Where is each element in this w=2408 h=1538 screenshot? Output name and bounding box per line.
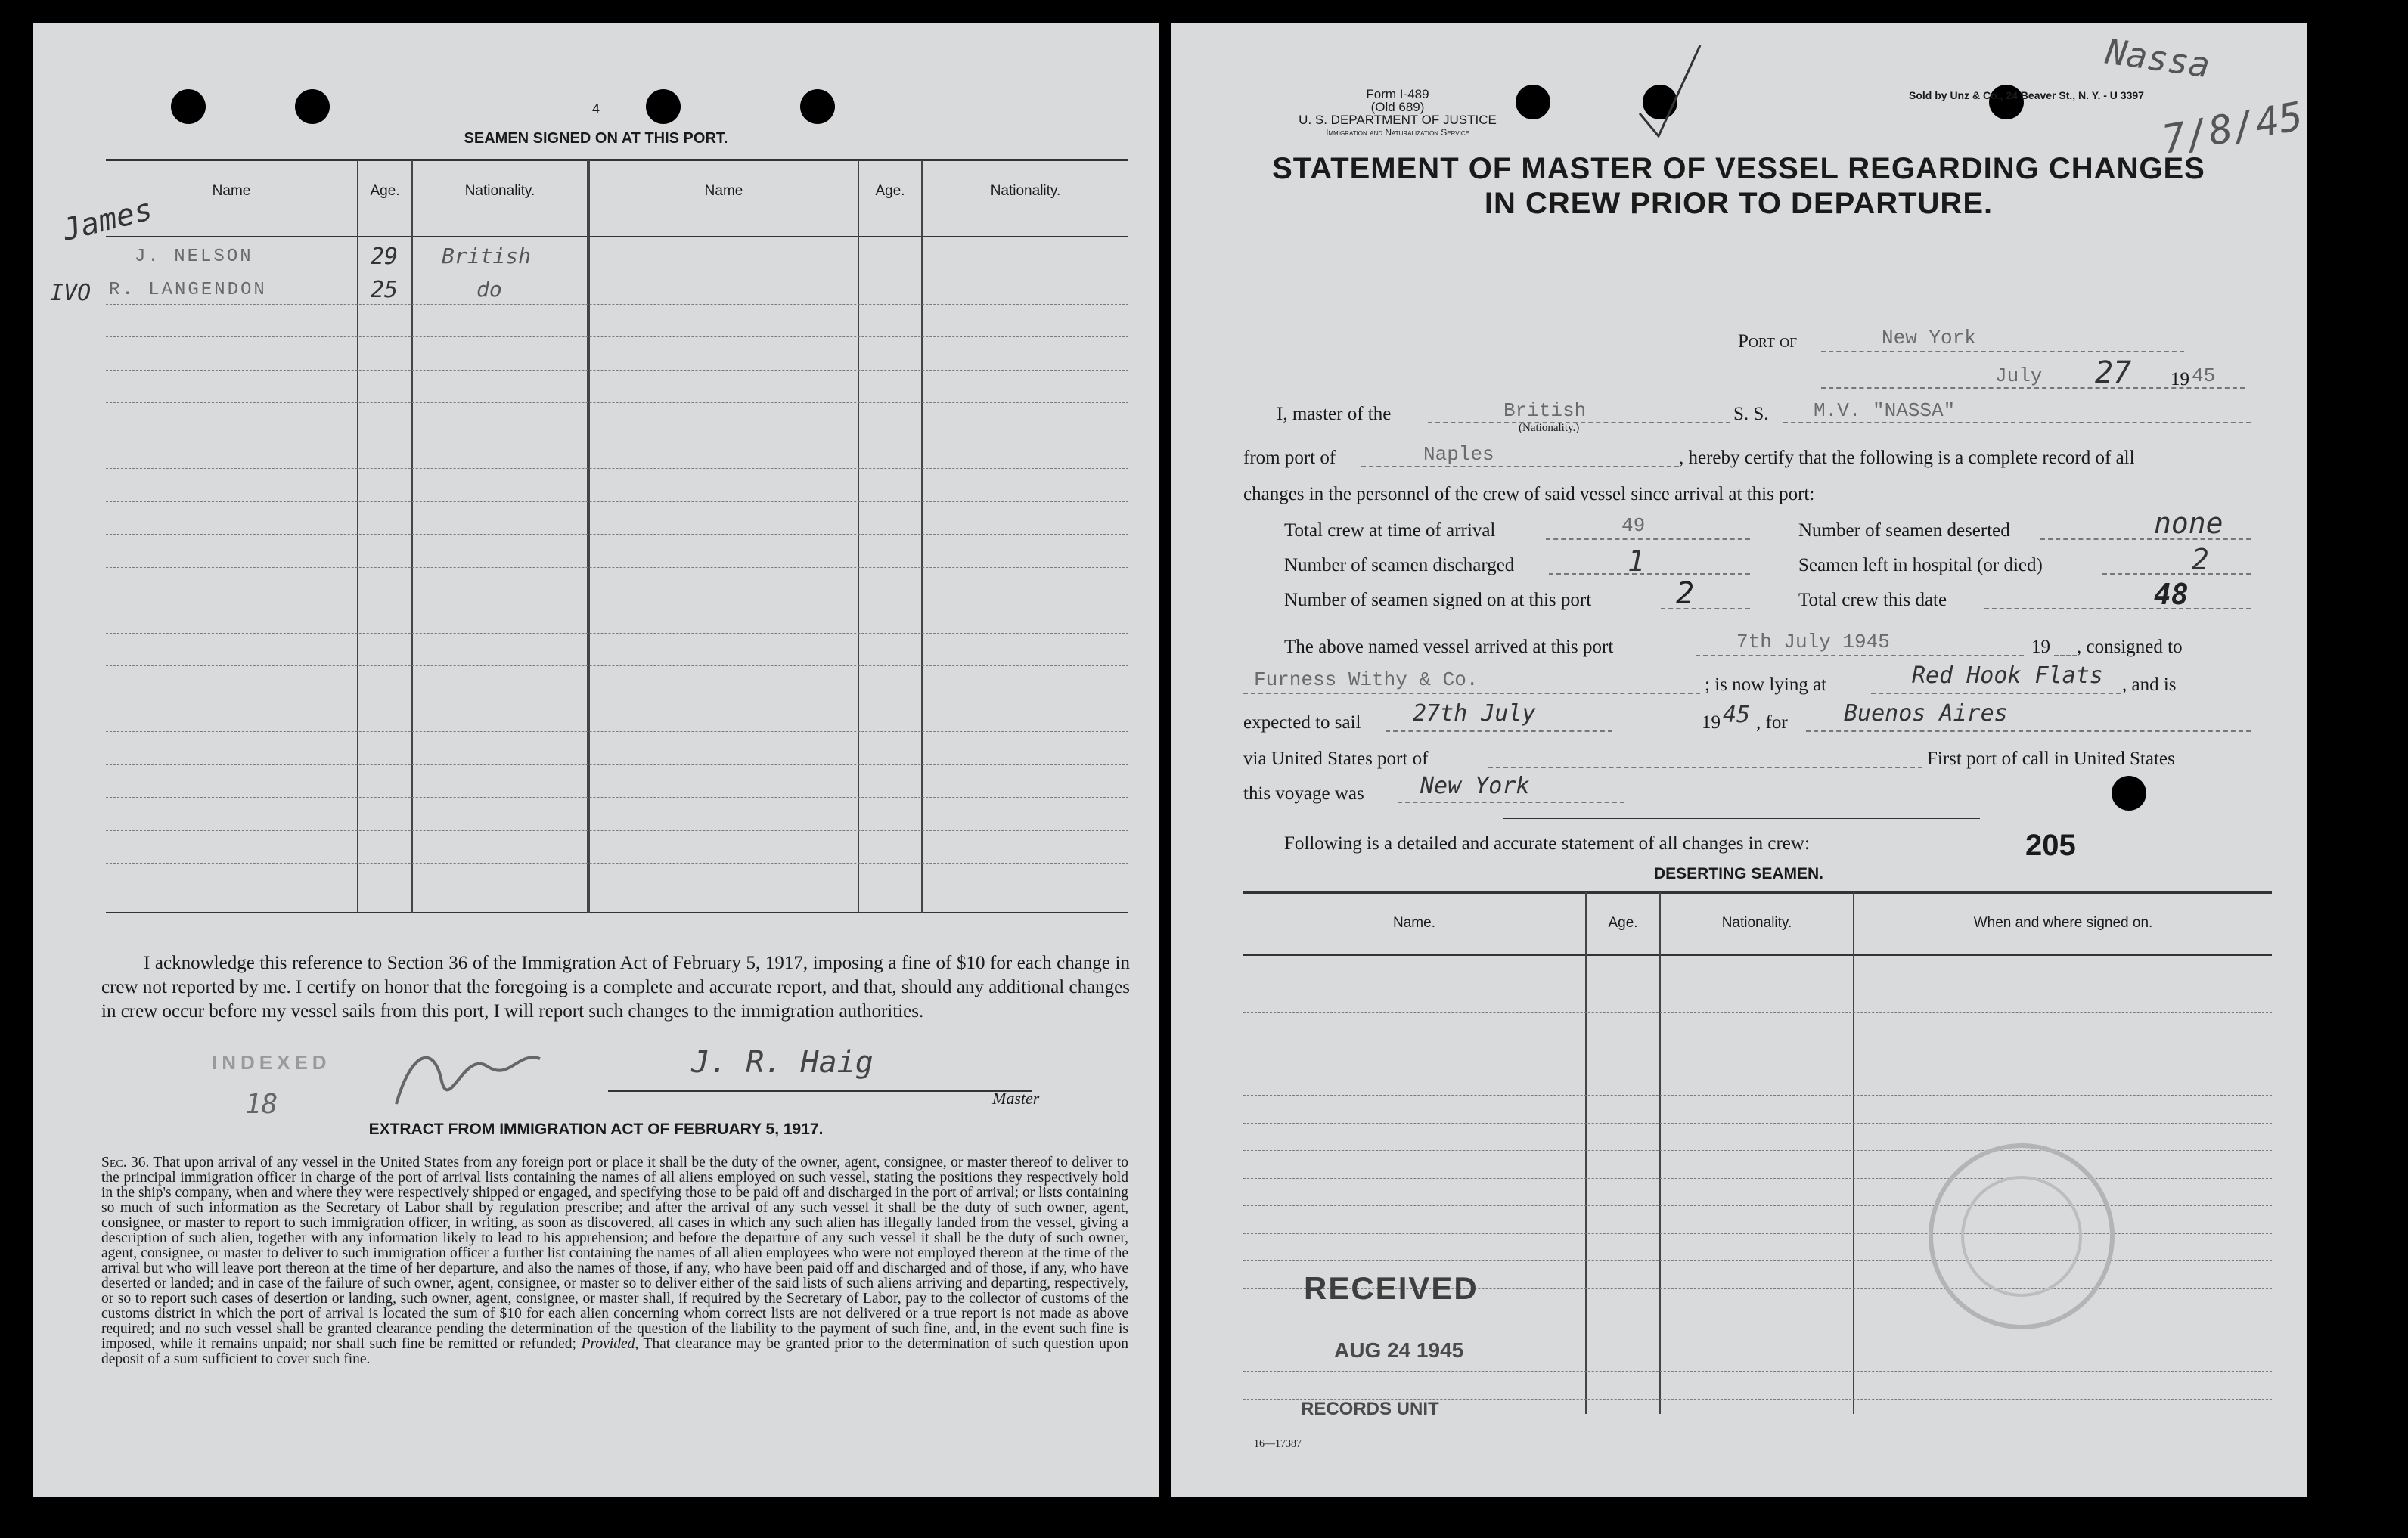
expected-year: 45 xyxy=(1723,702,1751,728)
form-header xyxy=(1277,88,1519,139)
date-year-prefix: 19 xyxy=(2171,369,2189,389)
date-day: 27 xyxy=(2095,355,2132,390)
records-unit-stamp: RECORDS UNIT xyxy=(1301,1399,1439,1419)
consigned-label: , consigned to xyxy=(2077,637,2183,657)
table-bottom-rule xyxy=(106,912,1128,913)
ruled-line xyxy=(106,402,1128,403)
col-header-name: Name. xyxy=(1393,915,1435,931)
col-divider xyxy=(357,160,358,913)
lying-line xyxy=(1871,693,2121,694)
deserting-header-rule xyxy=(1243,954,2272,956)
signed-on-value: 2 xyxy=(1676,576,1695,611)
left-page xyxy=(33,23,1159,1497)
ruled-line xyxy=(106,731,1128,732)
form-old-number: (Old 689) xyxy=(1370,100,1425,114)
arrived-year-prefix: 19 xyxy=(2031,637,2050,657)
col-divider xyxy=(411,160,413,913)
ruled-line xyxy=(106,863,1128,864)
destination-line xyxy=(1806,730,2251,732)
section-body: That upon arrival of any vessel in the United States from any foreign port or place it shall be the duty of the owner, agent, consignee, or master thereof to deliver to the principal immigration officer in charge of the port of arrival lists containing the names of all aliens employed on such vessel, stating the positions they respectively hold in the ship's company, when and where they were respectively shipped or engaged, and specifying those to be paid off and discharged in the port of arrival; or lists containing so much of such information as the Secretary of Labor shall by regulation prescribe; and after the arrival of any such vessel it shall be the duty of such owner, agent, consignee, or master to report to such immigration officer, in writing, as soon as discovered, all cases in which any such alien has illegally landed from the vessel, giving a description of such alien, together with any information likely to lead to his apprehension; and before the departure of any such vessel it shall be the duty of such owner, agent, consignee, or master to deliver to such immigration officer a further list containing the names of all alien employees who were not employed thereon at the time of the arrival but who will leave port thereon at the time of her departure, and also the names of those, if any, who have been paid off and discharged and of those, if any, who have deserted or landed; and in case of the failure of such owner, agent, consignee, or master so to deliver either of the said lists of such aliens arriving and departing, respectively, or so to report such cases of desertion or landing, such owner, agent, consignee, or master shall, if required by the Secretary of Labor, pay to the collector of customs of the customs district in which the port of arrival is located the sum of $10 for each alien concerning whom correct lists are not delivered or a true report is not made as above required; and no such vessel shall be granted clearance pending the determination of the question of the liability to the payment of such fine, and, in the event such fine is imposed, while it remains unpaid; nor shall such fine be remitted or refunded; xyxy=(101,1155,1128,1352)
voyage-label: this voyage was xyxy=(1243,783,1364,804)
master-of-label: I, master of the xyxy=(1277,404,1392,424)
hospital-value: 2 xyxy=(2192,543,2209,576)
via-label: via United States port of xyxy=(1243,749,1429,769)
table-row-prefix: IVO xyxy=(50,280,92,306)
from-port-line xyxy=(1361,466,1679,467)
received-stamp: RECEIVED xyxy=(1304,1270,1479,1306)
ruled-line xyxy=(106,468,1128,469)
table-row-nationality: do xyxy=(476,277,502,302)
left-title: SEAMEN SIGNED ON AT THIS PORT. xyxy=(464,130,728,147)
first-port-label: First port of call in United States xyxy=(1927,749,2175,769)
consignee-line xyxy=(1243,693,1700,694)
ruled-line xyxy=(106,501,1128,502)
table-row-age: 25 xyxy=(371,277,399,303)
from-port-label: from port of xyxy=(1243,448,1336,468)
expected-line xyxy=(1386,730,1612,732)
table-header-rule xyxy=(106,236,1128,237)
expected-value: 27th July xyxy=(1413,700,1536,727)
destination-value: Buenos Aires xyxy=(1844,700,2008,727)
col-header-age: Age. xyxy=(370,183,400,199)
total-date-line xyxy=(1984,608,2251,609)
ruled-line xyxy=(1243,1371,2272,1372)
separator-rule xyxy=(1503,818,1980,819)
discharged-line xyxy=(1549,573,1750,575)
col-header-nationality: Nationality. xyxy=(464,183,535,199)
hospital-line xyxy=(2102,573,2251,575)
deserted-value: none xyxy=(2154,507,2223,540)
table-row-prefix: James xyxy=(59,192,157,248)
page-code: 205 xyxy=(2025,829,2076,862)
col-divider xyxy=(587,160,590,913)
lying-value: Red Hook Flats xyxy=(1912,662,2103,689)
and-is-label: , and is xyxy=(2122,674,2177,695)
section-36-text xyxy=(101,1155,1128,1367)
indexed-stamp: INDEXED xyxy=(212,1051,331,1074)
acknowledgement-text: I acknowledge this reference to Section 36 of the Immigration Act of February 5, 1917, imposing a fine of $10 for each change in crew not reported by me. I certify on honor that the foregoing is a complete and accurate report, and that, should any additional changes in crew occur before my vessel sails from this port, I will report such changes to the immigration authorities. xyxy=(101,953,1130,1022)
table-row-name: R. LANGENDON xyxy=(109,280,267,300)
deserting-top-rule xyxy=(1243,891,2272,894)
table-row-age: 29 xyxy=(371,243,399,270)
ruled-line xyxy=(1243,1012,2272,1013)
form-title-line1: STATEMENT OF MASTER OF VESSEL REGARDING CHANGES xyxy=(1272,152,2205,185)
proviso-text: That clearance may be granted prior to the determination of such question upon deposit of a sum sufficient to cover such fine. xyxy=(101,1336,1128,1367)
ruled-line xyxy=(106,304,1128,305)
col-divider xyxy=(1853,892,1854,1414)
deserting-title: DESERTING SEAMEN. xyxy=(1653,865,1824,882)
ruled-line xyxy=(106,797,1128,798)
right-page xyxy=(1171,23,2307,1497)
changes-text: changes in the personnel of the crew of said vessel since arrival at this port: xyxy=(1243,484,1815,504)
footer-code: 16—17387 xyxy=(1254,1438,1302,1450)
nationality-caption: (Nationality.) xyxy=(1519,422,1580,434)
received-date: AUG 24 1945 xyxy=(1334,1338,1464,1362)
discharged-label: Number of seamen discharged xyxy=(1284,555,1515,575)
hospital-label: Seamen left in hospital (or died) xyxy=(1798,555,2043,575)
vessel-line xyxy=(1783,422,2251,423)
arrived-year-line xyxy=(2054,655,2077,656)
total-date-label: Total crew this date xyxy=(1798,590,1947,610)
ruled-line xyxy=(106,567,1128,568)
vessel-name: M.V. "NASSA" xyxy=(1814,399,1956,422)
ruled-line xyxy=(106,764,1128,765)
initials-mark xyxy=(381,1036,578,1119)
voyage-line xyxy=(1398,802,1624,803)
col-header-signed-on: When and where signed on. xyxy=(1973,915,2153,931)
department: U. S. DEPARTMENT OF JUSTICE xyxy=(1299,113,1497,127)
table-row-name: J. NELSON xyxy=(135,247,253,267)
col-divider xyxy=(1659,892,1661,1414)
table-row-nationality: British xyxy=(442,243,532,268)
voyage-value: New York xyxy=(1420,773,1530,799)
port-label: Port of xyxy=(1738,331,1798,352)
punch-hole xyxy=(2112,776,2146,811)
for-label: , for xyxy=(1756,712,1788,733)
arrived-line xyxy=(1696,655,2024,656)
col-header-nationality: Nationality. xyxy=(1721,915,1792,931)
total-date-value: 48 xyxy=(2154,578,2189,611)
col-header-name: Name xyxy=(212,183,251,199)
section-label: Sec. 36. xyxy=(101,1155,150,1171)
form-title-line2: IN CREW PRIOR TO DEPARTURE. xyxy=(1484,187,1994,220)
total-arrival-value: 49 xyxy=(1621,514,1646,537)
certify-text: , hereby certify that the following is a complete record of all xyxy=(1679,448,2135,468)
ruled-line xyxy=(106,830,1128,831)
col-divider xyxy=(921,160,923,913)
form-number: Form I-489 xyxy=(1366,87,1429,101)
consignee-value: Furness Withy & Co. xyxy=(1254,668,1479,691)
ruled-line xyxy=(106,336,1128,337)
punch-hole xyxy=(1516,85,1550,119)
signature-line xyxy=(608,1090,1032,1092)
discharged-value: 1 xyxy=(1628,544,1645,578)
ruled-line xyxy=(106,370,1128,371)
corner-date: 7/8/45 xyxy=(2158,94,2307,163)
seal-stamp xyxy=(1919,1134,2124,1338)
col-divider xyxy=(858,160,859,913)
signed-on-line xyxy=(1661,608,1750,609)
corner-note: Nassa xyxy=(2102,30,2213,86)
ss-label: S. S. xyxy=(1733,404,1769,424)
total-arrival-line xyxy=(1546,538,1750,540)
col-divider xyxy=(1585,892,1587,1414)
ruled-line xyxy=(106,665,1128,666)
col-header-age: Age. xyxy=(875,183,905,199)
ruled-line xyxy=(1243,1095,2272,1096)
via-line xyxy=(1488,767,1922,768)
date-month: July xyxy=(1995,364,2043,387)
page-number: 4 xyxy=(591,101,600,116)
seller-line: Sold by Unz & Co., 24 Beaver St., N. Y. - U 3397 xyxy=(1909,89,2144,101)
from-port-value: Naples xyxy=(1423,443,1494,466)
expected-label: expected to sail xyxy=(1243,712,1361,733)
master-signature: J. R. Haig xyxy=(691,1045,874,1080)
ruled-line xyxy=(1243,1123,2272,1124)
port-line xyxy=(1821,351,2184,352)
col-header-name: Name xyxy=(704,183,743,199)
port-value: New York xyxy=(1882,327,1976,349)
proviso-label: Provided, xyxy=(581,1336,639,1352)
form-title xyxy=(1171,151,2307,221)
arrived-value: 7th July 1945 xyxy=(1736,631,1890,653)
arrived-label: The above named vessel arrived at this port xyxy=(1284,637,1614,657)
margin-mark: 18 xyxy=(245,1089,278,1120)
nationality-value: British xyxy=(1503,399,1587,422)
signed-on-label: Number of seamen signed on at this port xyxy=(1284,590,1592,610)
date-year: 45 xyxy=(2192,364,2216,387)
following-text: Following is a detailed and accurate statement of all changes in crew: xyxy=(1284,833,1810,854)
col-header-nationality: Nationality. xyxy=(990,183,1061,199)
lying-label: ; is now lying at xyxy=(1705,674,1827,695)
extract-title: EXTRACT FROM IMMIGRATION ACT OF FEBRUARY 5, 1917. xyxy=(368,1121,824,1138)
total-arrival-label: Total crew at time of arrival xyxy=(1284,520,1496,541)
table-top-rule xyxy=(106,159,1128,161)
check-mark xyxy=(1624,38,1708,144)
ruled-line xyxy=(106,633,1128,634)
ruled-line xyxy=(106,534,1128,535)
expected-year-prefix: 19 xyxy=(1702,712,1721,733)
col-header-age: Age. xyxy=(1608,915,1638,931)
service: Immigration and Naturalization Service xyxy=(1326,127,1469,138)
deserted-label: Number of seamen deserted xyxy=(1798,520,2010,541)
master-label: Master xyxy=(992,1089,1040,1108)
